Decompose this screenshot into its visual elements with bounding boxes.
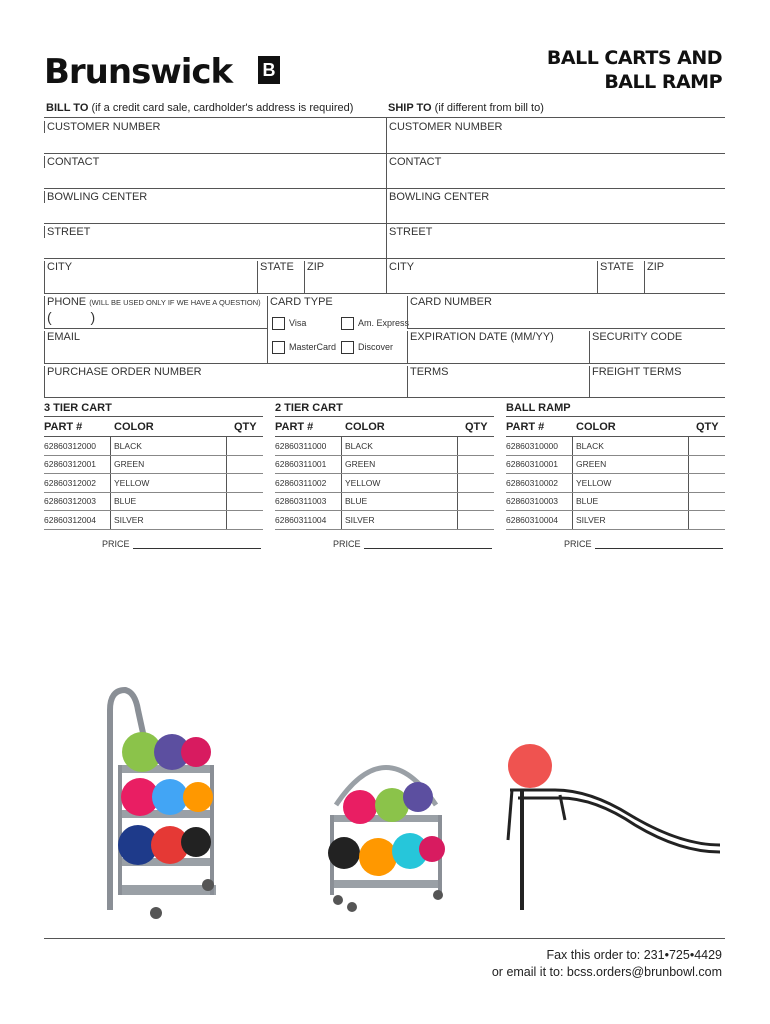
form-rule: [44, 397, 725, 398]
table-col-divider: [341, 436, 342, 530]
table-row-rule: [506, 492, 725, 493]
price-field[interactable]: [102, 538, 261, 549]
qty-input[interactable]: [690, 457, 724, 473]
form-rule: [44, 153, 725, 154]
page-title: [547, 46, 722, 94]
discover-option[interactable]: [341, 341, 393, 354]
terms-field[interactable]: TERMS: [407, 366, 588, 397]
ship-customer-number-field[interactable]: CUSTOMER NUMBER: [386, 121, 724, 133]
mastercard-label: MasterCard: [289, 341, 337, 352]
color-name: BLUE: [576, 496, 599, 506]
table-rule: [506, 416, 725, 417]
mastercard-option[interactable]: [272, 341, 336, 354]
ball-ramp-image: [500, 740, 730, 920]
qty-input[interactable]: [690, 439, 724, 455]
bill-to-heading: [46, 102, 353, 114]
phone-area-code: ( ): [47, 309, 96, 325]
card-number-field[interactable]: CARD NUMBER: [407, 296, 724, 328]
table-row-rule: [275, 529, 494, 530]
qty-input[interactable]: [228, 457, 262, 473]
brand-logo: Brunswick: [44, 52, 233, 92]
card-type-label: CARD TYPE: [270, 296, 333, 308]
bill-to-note: (if a credit card sale, cardholder's address is required): [91, 102, 354, 114]
table-col-divider: [110, 436, 111, 530]
table-col-divider: [572, 436, 573, 530]
qty-input[interactable]: [690, 494, 724, 510]
part-number: 62860310004: [506, 515, 559, 525]
qty-input[interactable]: [459, 457, 493, 473]
table-row-rule: [44, 510, 263, 511]
part-number: 62860311000: [275, 441, 327, 451]
column-header-part: PART #: [44, 421, 83, 433]
phone-field[interactable]: [44, 296, 266, 328]
amex-option[interactable]: [341, 317, 409, 330]
qty-input[interactable]: [459, 513, 493, 529]
footer-contact: [492, 947, 722, 981]
table-row-rule: [275, 492, 494, 493]
part-number: 62860312002: [44, 478, 97, 488]
mastercard-checkbox[interactable]: [272, 341, 285, 354]
color-name: SILVER: [576, 515, 606, 525]
expiration-field[interactable]: EXPIRATION DATE (MM/YY): [407, 331, 588, 363]
email-field[interactable]: EMAIL: [44, 331, 266, 363]
price-field[interactable]: [333, 538, 492, 549]
price-line: [364, 538, 492, 549]
part-number: 62860310000: [506, 441, 559, 451]
part-number: 62860311002: [275, 478, 327, 488]
color-name: GREEN: [345, 459, 376, 469]
table-row-rule: [275, 455, 494, 456]
part-number: 62860312001: [44, 459, 97, 469]
table-rule: [275, 436, 494, 437]
part-number: 62860312003: [44, 496, 97, 506]
column-header-qty: QTY: [234, 421, 257, 433]
ship-street-field[interactable]: STREET: [386, 226, 724, 238]
table-rule: [44, 416, 263, 417]
ship-to-heading: [388, 102, 544, 114]
table-row-rule: [506, 510, 725, 511]
bill-to-label: BILL TO: [46, 102, 89, 114]
color-name: SILVER: [114, 515, 144, 525]
part-number: 62860312004: [44, 515, 97, 525]
part-number: 62860310003: [506, 496, 559, 506]
bill-customer-number-field[interactable]: CUSTOMER NUMBER: [44, 121, 384, 133]
visa-label: Visa: [289, 317, 307, 328]
table-col-divider: [226, 436, 227, 530]
amex-checkbox[interactable]: [341, 317, 354, 330]
email-line: or email it to: bcss.orders@brunbowl.com: [491, 965, 722, 979]
two-tier-cart-image: [316, 745, 456, 915]
column-header-color: COLOR: [576, 421, 616, 433]
part-number: 62860310002: [506, 478, 559, 488]
color-name: YELLOW: [114, 478, 150, 488]
color-name: BLACK: [576, 441, 604, 451]
ship-contact-field[interactable]: CONTACT: [386, 156, 724, 168]
column-header-color: COLOR: [345, 421, 385, 433]
form-rule: [44, 258, 725, 259]
ship-to-note: (if different from bill to): [434, 102, 544, 114]
part-number: 62860311004: [275, 515, 327, 525]
table-col-divider: [457, 436, 458, 530]
form-rule: [44, 188, 725, 189]
table-row-rule: [44, 473, 263, 474]
ship-state-field[interactable]: STATE: [597, 261, 643, 293]
visa-checkbox[interactable]: [272, 317, 285, 330]
color-name: BLACK: [114, 441, 142, 451]
fax-line: Fax this order to: 231•725•4429: [546, 948, 722, 962]
bill-state-field[interactable]: STATE: [257, 261, 303, 293]
form-rule: [407, 328, 725, 329]
color-name: YELLOW: [345, 478, 381, 488]
color-name: BLACK: [345, 441, 373, 451]
qty-input[interactable]: [228, 494, 262, 510]
color-name: GREEN: [576, 459, 607, 469]
qty-input[interactable]: [459, 476, 493, 492]
form-rule: [44, 363, 725, 364]
visa-option[interactable]: [272, 317, 306, 330]
ship-to-label: SHIP TO: [388, 102, 432, 114]
qty-input[interactable]: [228, 476, 262, 492]
ship-bowling-center-field[interactable]: BOWLING CENTER: [386, 191, 724, 203]
footer-rule: [44, 938, 725, 939]
qty-input[interactable]: [459, 439, 493, 455]
color-name: YELLOW: [576, 478, 612, 488]
form-rule: [44, 328, 268, 329]
color-name: SILVER: [345, 515, 375, 525]
title-line-1: BALL CARTS AND: [546, 47, 722, 69]
security-code-field[interactable]: SECURITY CODE: [589, 331, 724, 363]
table-row-rule: [275, 510, 494, 511]
column-header-part: PART #: [506, 421, 545, 433]
phone-label: PHONE: [47, 296, 87, 308]
bill-bowling-center-field[interactable]: BOWLING CENTER: [44, 191, 384, 203]
part-number: 62860310001: [506, 459, 559, 469]
table-row-rule: [44, 455, 263, 456]
table-col-divider: [688, 436, 689, 530]
table-row-rule: [275, 473, 494, 474]
qty-input[interactable]: [459, 494, 493, 510]
bill-city-field[interactable]: CITY: [44, 261, 256, 293]
part-number: 62860312000: [44, 441, 97, 451]
amex-label: Am. Express: [358, 317, 410, 328]
part-number: 62860311003: [275, 496, 327, 506]
color-name: BLUE: [114, 496, 137, 506]
form-rule: [44, 117, 725, 118]
color-name: BLUE: [345, 496, 368, 506]
table-row-rule: [506, 455, 725, 456]
qty-input[interactable]: [690, 513, 724, 529]
bill-zip-field[interactable]: ZIP: [304, 261, 384, 293]
table-row-rule: [44, 492, 263, 493]
table-rule: [506, 436, 725, 437]
table-title: 3 TIER CART: [44, 402, 112, 414]
purchase-order-field[interactable]: PURCHASE ORDER NUMBER: [44, 366, 406, 397]
column-header-part: PART #: [275, 421, 314, 433]
price-label: PRICE: [102, 539, 130, 549]
bill-street-field[interactable]: STREET: [44, 226, 384, 238]
table-rule: [44, 436, 263, 437]
table-rule: [275, 416, 494, 417]
form-rule: [44, 293, 725, 294]
ship-city-field[interactable]: CITY: [386, 261, 596, 293]
freight-terms-field[interactable]: FREIGHT TERMS: [589, 366, 724, 397]
price-label: PRICE: [564, 539, 592, 549]
discover-label: Discover: [358, 341, 394, 352]
column-header-qty: QTY: [465, 421, 488, 433]
column-header-color: COLOR: [114, 421, 154, 433]
discover-checkbox[interactable]: [341, 341, 354, 354]
price-label: PRICE: [333, 539, 361, 549]
table-row-rule: [44, 529, 263, 530]
table-row-rule: [506, 473, 725, 474]
color-name: GREEN: [114, 459, 145, 469]
qty-input[interactable]: [228, 439, 262, 455]
price-line: [595, 538, 723, 549]
table-row-rule: [506, 529, 725, 530]
table-title: BALL RAMP: [506, 402, 571, 414]
bill-contact-field[interactable]: CONTACT: [44, 156, 384, 168]
three-tier-cart-image: [80, 680, 240, 925]
column-header-qty: QTY: [696, 421, 719, 433]
brand-mark-icon: B: [258, 56, 280, 84]
price-field[interactable]: [564, 538, 723, 549]
phone-note: (WILL BE USED ONLY IF WE HAVE A QUESTION): [89, 298, 261, 307]
part-number: 62860311001: [275, 459, 327, 469]
title-line-2: BALL RAMP: [604, 71, 722, 93]
form-rule: [44, 223, 725, 224]
ship-zip-field[interactable]: ZIP: [644, 261, 724, 293]
qty-input[interactable]: [228, 513, 262, 529]
table-title: 2 TIER CART: [275, 402, 343, 414]
qty-input[interactable]: [690, 476, 724, 492]
price-line: [133, 538, 261, 549]
